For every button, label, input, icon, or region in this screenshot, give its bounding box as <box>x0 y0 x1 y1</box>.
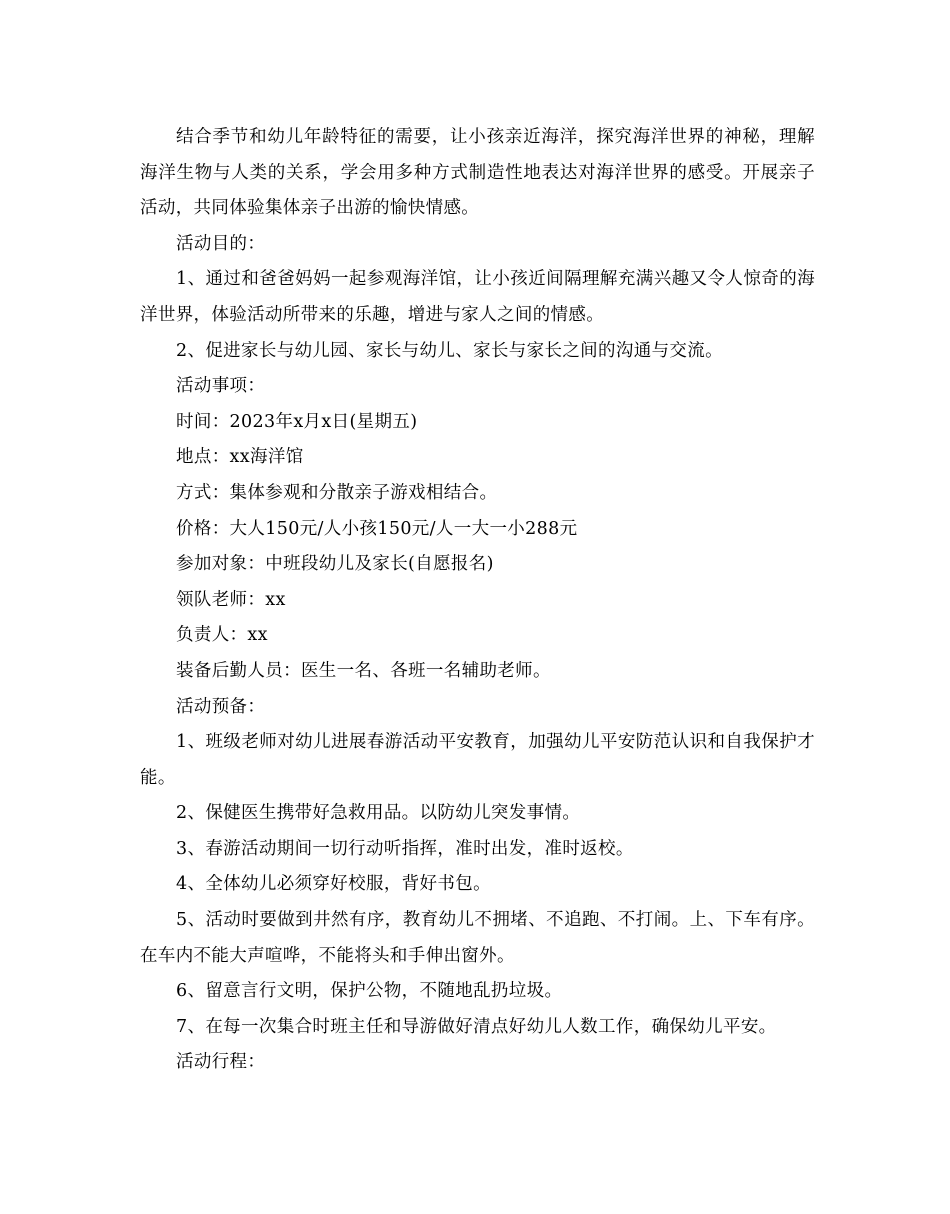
detail-support-staff: 装备后勤人员：医生一名、各班一名辅助老师。 <box>176 660 551 681</box>
detail-price: 价格：大人150元/人小孩150元/人一大一小288元 <box>176 518 578 539</box>
detail-time: 时间：2023年x月x日(星期五) <box>176 411 418 432</box>
detail-lead-teacher: 领队老师：xx <box>176 589 286 610</box>
preparation-item-3: 3、春游活动期间一切行动听指挥，准时出发，准时返校。 <box>176 838 634 859</box>
detail-method: 方式：集体参观和分散亲子游戏相结合。 <box>176 482 498 503</box>
detail-person-in-charge: 负责人：xx <box>176 625 268 646</box>
purpose-item-1: 1、通过和爸爸妈妈一起参观海洋馆，让小孩近间隔理解充满兴趣又令人惊奇的海洋世界，体验活动所带来的乐趣，增进与家人之间的情感。 <box>140 269 815 325</box>
preparation-item-1: 1、班级老师对幼儿进展春游活动平安教育，加强幼儿平安防范认识和自我保护才能。 <box>140 732 815 788</box>
preparation-item-7: 7、在每一次集合时班主任和导游做好清点好幼儿人数工作，确保幼儿平安。 <box>176 1016 777 1037</box>
section-heading-purpose: 活动目的： <box>176 233 266 254</box>
section-heading-details: 活动事项： <box>176 376 266 397</box>
purpose-item-2: 2、促进家长与幼儿园、家长与幼儿、家长与家长之间的沟通与交流。 <box>176 340 723 361</box>
detail-participants: 参加对象：中班段幼儿及家长(自愿报名) <box>176 554 494 575</box>
preparation-item-6: 6、留意言行文明，保护公物，不随地乱扔垃圾。 <box>176 981 563 1002</box>
detail-location: 地点：xx海洋馆 <box>176 447 304 468</box>
intro-paragraph: 结合季节和幼儿年龄特征的需要，让小孩亲近海洋，探究海洋世界的神秘，理解海洋生物与人类的关系，学会用多种方式制造性地表达对海洋世界的感受。开展亲子活动，共同体验集体亲子出游的愉快情感。 <box>140 127 815 219</box>
preparation-item-2: 2、保健医生携带好急救用品。以防幼儿突发事情。 <box>176 803 581 824</box>
section-heading-itinerary: 活动行程： <box>176 1052 266 1073</box>
section-heading-preparation: 活动预备： <box>176 696 266 717</box>
preparation-item-5: 5、活动时要做到井然有序，教育幼儿不拥堵、不追跑、不打闹。上、下车有序。在车内不能大声喧哗，不能将头和手伸出窗外。 <box>140 910 815 966</box>
preparation-item-4: 4、全体幼儿必须穿好校服，背好书包。 <box>176 874 491 895</box>
document-body <box>140 120 815 1081</box>
